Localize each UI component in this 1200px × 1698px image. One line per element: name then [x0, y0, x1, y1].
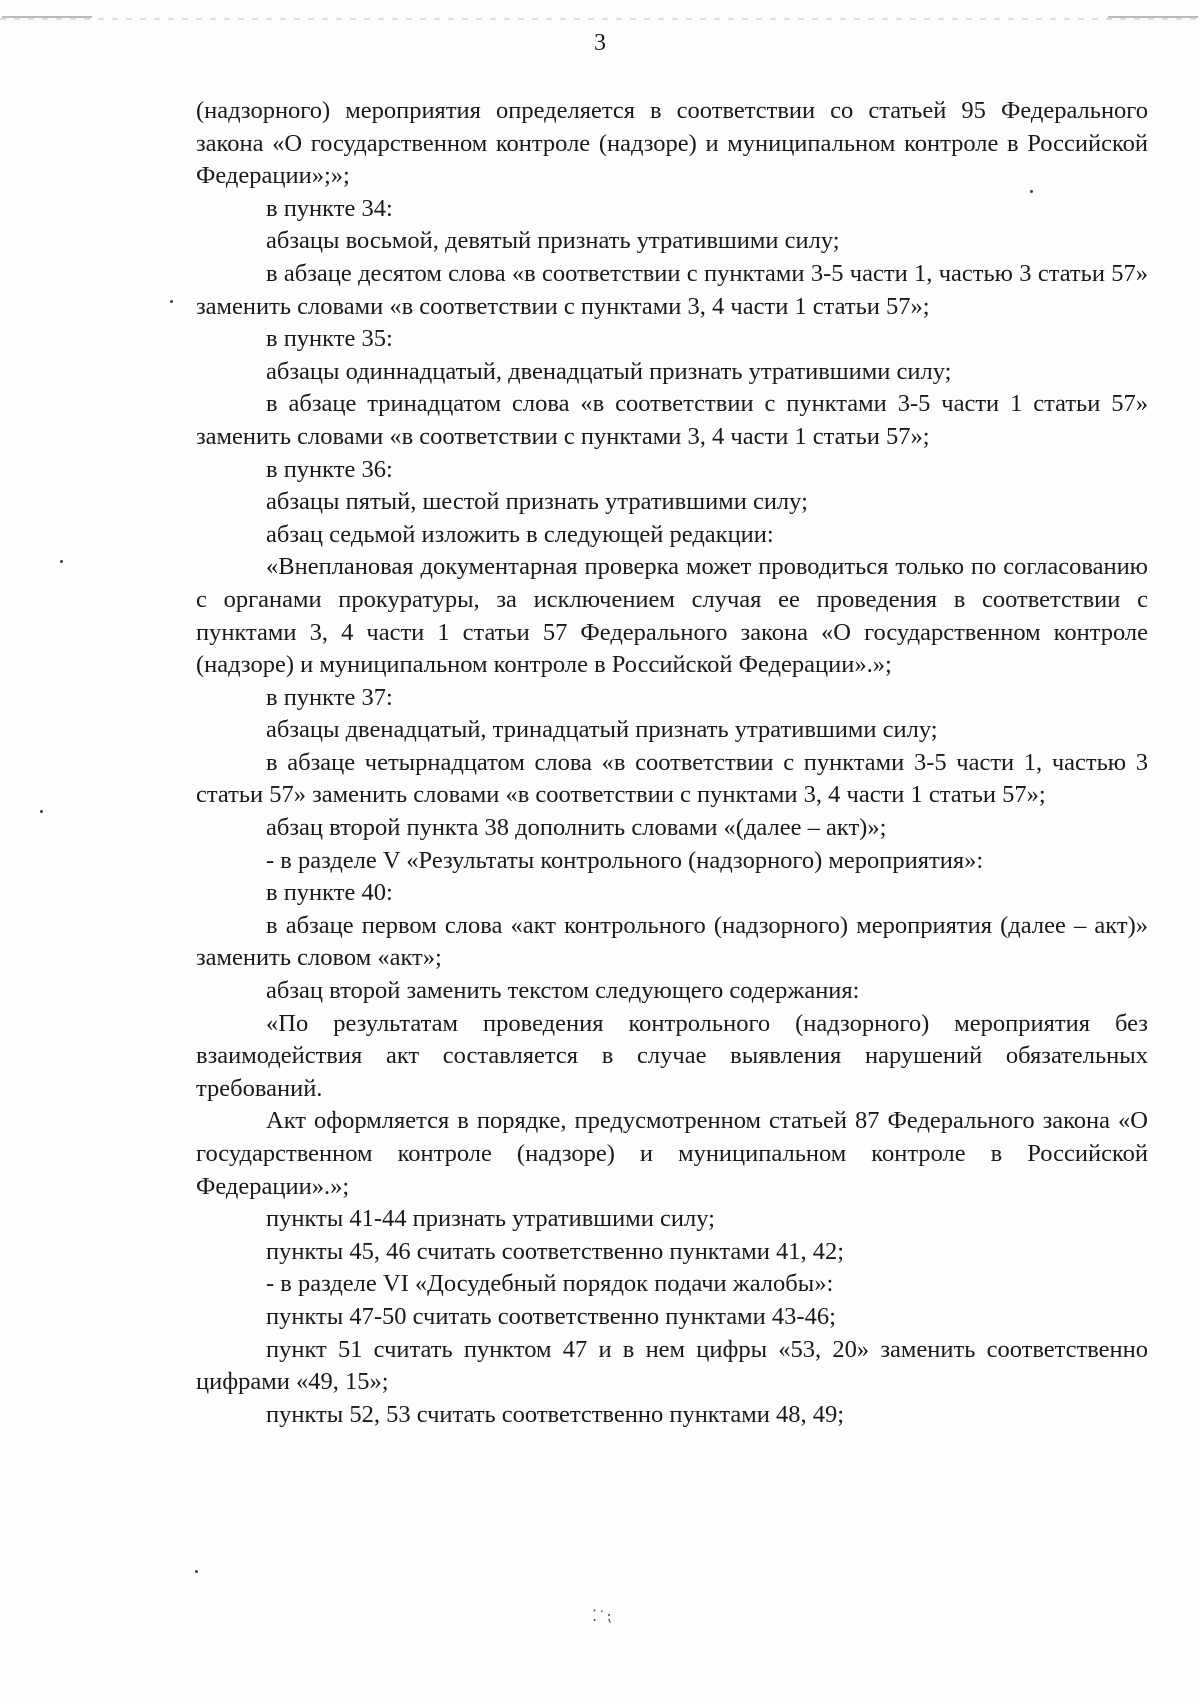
paragraph: пункты 47-50 считать соответственно пунктами 43-46; [266, 1302, 836, 1330]
paragraph: в абзаце первом слова «акт контрольного (надзорного) мероприятия (далее – акт)» заменить словом «акт»; [196, 911, 1148, 972]
paragraph: в пункте 40: [266, 879, 393, 907]
paragraph: абзацы одиннадцатый, двенадцатый признать утратившими силу; [266, 357, 952, 385]
paragraph: в абзаце десятом слова «в соответствии с пунктами 3-5 части 1, частью 3 статьи 57» заменить словами «в соответствии с пунктами 3, 4 части 1 статьи 57»; [196, 259, 1148, 320]
scan-edge-artifact-right [1108, 16, 1198, 18]
scan-artifact-mark: ⁚˙⁏ [592, 1608, 614, 1625]
paragraph: в пункте 37: [266, 683, 393, 711]
paragraph: в пункте 35: [266, 325, 393, 353]
paragraph: абзацы пятый, шестой признать утратившими силу; [266, 488, 808, 516]
scan-speck [170, 300, 173, 303]
scan-edge-artifact-left [2, 16, 92, 18]
paragraph: пункты 52, 53 считать соответственно пунктами 48, 49; [266, 1400, 845, 1428]
scan-speck [60, 560, 63, 563]
paragraph: абзацы двенадцатый, тринадцатый признать утратившими силу; [266, 716, 938, 744]
paragraph: в абзаце тринадцатом слова «в соответствии с пунктами 3-5 части 1 статьи 57» заменить словами «в соответствии с пунктами 3, 4 части 1 статьи 57»; [196, 390, 1148, 450]
paragraph: абзац второй заменить текстом следующего содержания: [266, 977, 860, 1005]
paragraph: абзацы восьмой, девятый признать утратившими силу; [266, 227, 840, 255]
paragraph: в пункте 34: [266, 194, 393, 222]
paragraph-continuation: (надзорного) мероприятия определяется в соответствии со статьей 95 Федерального закона «О государственном контроле (надзоре) и муниципальном контроле в Российской Федерации»;»; [196, 97, 1148, 190]
paragraph: - в разделе V «Результаты контрольного (надзорного) мероприятия»: [266, 846, 984, 874]
scan-speck [1030, 190, 1033, 193]
scan-edge-artifact [0, 18, 1200, 20]
paragraph: в пункте 36: [266, 455, 393, 483]
scan-speck [195, 1570, 198, 1573]
page-number: 3 [594, 30, 606, 56]
paragraph: «Внеплановая документарная проверка может проводиться только по согласованию с органами прокуратуры, за исключением случая ее проведения в соответствии с пунктами 3, 4 части 1 статьи 57 Федерального закона «О государственном контроле (надзоре) и муниципальном контроле в Российской Федерации».»; [196, 553, 1148, 679]
paragraph: Акт оформляется в порядке, предусмотренном статьей 87 Федерального закона «О государственном контроле (надзоре) и муниципальном контроле в Российской Федерации».»; [196, 1107, 1148, 1200]
document-body [196, 95, 1148, 1431]
paragraph: пункты 45, 46 считать соответственно пунктами 41, 42; [266, 1237, 845, 1265]
paragraph: пункты 41-44 признать утратившими силу; [266, 1205, 715, 1233]
paragraph: в абзаце четырнадцатом слова «в соответствии с пунктами 3-5 части 1, частью 3 статьи 57» заменить словами «в соответствии с пунктами 3, 4 части 1 статьи 57»; [196, 748, 1148, 809]
scan-speck [40, 810, 43, 813]
paragraph: абзац второй пункта 38 дополнить словами «(далее – акт)»; [266, 814, 887, 842]
paragraph: - в разделе VI «Досудебный порядок подачи жалобы»: [266, 1270, 834, 1298]
paragraph: пункт 51 считать пунктом 47 и в нем цифры «53, 20» заменить соответственно цифрами «49, 15»; [196, 1335, 1148, 1396]
paragraph: «По результатам проведения контрольного (надзорного) мероприятия без взаимодействия акт составляется в случае выявления нарушений обязательных требований. [196, 1009, 1148, 1102]
paragraph: абзац седьмой изложить в следующей редакции: [266, 520, 774, 548]
